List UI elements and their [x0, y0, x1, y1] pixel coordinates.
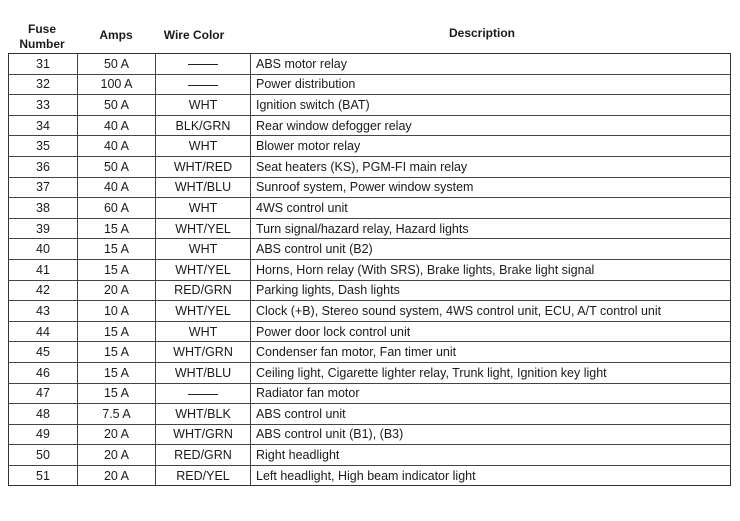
fuse-number-cell: 43 — [9, 301, 78, 322]
table-row — [9, 198, 731, 219]
amps-cell: 15 A — [78, 383, 156, 404]
fuse-number-cell: 37 — [9, 177, 78, 198]
wire-color-cell — [156, 383, 251, 404]
wire-color-cell: RED/YEL — [156, 465, 251, 486]
amps-header: Amps — [99, 28, 133, 42]
amps-cell: 40 A — [78, 177, 156, 198]
table-row — [9, 177, 731, 198]
table-row — [9, 218, 731, 239]
description-cell: Clock (+B), Stereo sound system, 4WS control unit, ECU, A/T control unit — [251, 301, 731, 322]
description-cell: ABS control unit — [251, 404, 731, 425]
fuse-number-cell: 33 — [9, 95, 78, 116]
wire-color-cell: WHT — [156, 136, 251, 157]
wire-color-cell: WHT — [156, 95, 251, 116]
table-row — [9, 95, 731, 116]
wire-color-header: Wire Color — [163, 28, 225, 42]
wire-color-cell: WHT — [156, 321, 251, 342]
amps-cell: 15 A — [78, 321, 156, 342]
description-cell: Radiator fan motor — [251, 383, 731, 404]
table-row — [9, 301, 731, 322]
fuse-number-cell: 51 — [9, 465, 78, 486]
table-row — [9, 362, 731, 383]
no-wire-dash — [188, 64, 218, 65]
fuse-number-cell: 35 — [9, 136, 78, 157]
fuse-number-cell: 31 — [9, 54, 78, 75]
amps-cell: 15 A — [78, 342, 156, 363]
wire-color-cell: BLK/GRN — [156, 115, 251, 136]
fuse-number-header — [8, 22, 76, 52]
amps-cell: 50 A — [78, 156, 156, 177]
fuse-number-cell: 46 — [9, 362, 78, 383]
no-wire-dash — [188, 85, 218, 86]
description-cell: ABS control unit (B1), (B3) — [251, 424, 731, 445]
amps-cell: 20 A — [78, 280, 156, 301]
description-cell: Parking lights, Dash lights — [251, 280, 731, 301]
table-header — [8, 14, 733, 52]
description-cell: Power door lock control unit — [251, 321, 731, 342]
amps-cell: 15 A — [78, 362, 156, 383]
table-row — [9, 136, 731, 157]
table-row — [9, 342, 731, 363]
amps-cell: 50 A — [78, 95, 156, 116]
description-cell: Seat heaters (KS), PGM-FI main relay — [251, 156, 731, 177]
table-row — [9, 156, 731, 177]
no-wire-dash — [188, 394, 218, 395]
description-cell: Horns, Horn relay (With SRS), Brake lights, Brake light signal — [251, 259, 731, 280]
wire-color-cell: WHT/BLU — [156, 177, 251, 198]
amps-cell: 15 A — [78, 218, 156, 239]
fuse-number-cell: 42 — [9, 280, 78, 301]
fuse-number-cell: 48 — [9, 404, 78, 425]
fuse-number-cell: 36 — [9, 156, 78, 177]
description-cell: ABS control unit (B2) — [251, 239, 731, 260]
table-row — [9, 54, 731, 75]
fuse-number-cell: 40 — [9, 239, 78, 260]
fuse-number-cell: 41 — [9, 259, 78, 280]
wire-color-cell: RED/GRN — [156, 445, 251, 466]
amps-cell: 7.5 A — [78, 404, 156, 425]
wire-color-cell: WHT/YEL — [156, 218, 251, 239]
table-row — [9, 239, 731, 260]
table-row — [9, 259, 731, 280]
amps-cell: 60 A — [78, 198, 156, 219]
wire-color-cell: WHT/YEL — [156, 259, 251, 280]
table-row — [9, 424, 731, 445]
amps-cell: 10 A — [78, 301, 156, 322]
amps-cell: 40 A — [78, 115, 156, 136]
fuse-number-cell: 34 — [9, 115, 78, 136]
wire-color-cell: RED/GRN — [156, 280, 251, 301]
description-cell: ABS motor relay — [251, 54, 731, 75]
wire-color-cell: WHT/RED — [156, 156, 251, 177]
description-cell: Sunroof system, Power window system — [251, 177, 731, 198]
wire-color-cell: WHT/BLK — [156, 404, 251, 425]
description-header: Description — [448, 26, 515, 40]
table-row — [9, 383, 731, 404]
fuse-number-cell: 50 — [9, 445, 78, 466]
wire-color-cell: WHT/BLU — [156, 362, 251, 383]
description-cell: Ignition switch (BAT) — [251, 95, 731, 116]
amps-cell: 15 A — [78, 259, 156, 280]
amps-cell: 50 A — [78, 54, 156, 75]
amps-cell: 20 A — [78, 424, 156, 445]
wire-color-cell: WHT — [156, 198, 251, 219]
fuse-number-cell: 47 — [9, 383, 78, 404]
wire-color-cell — [156, 54, 251, 75]
description-cell: Ceiling light, Cigarette lighter relay, Trunk light, Ignition key light — [251, 362, 731, 383]
table-row — [9, 74, 731, 95]
amps-cell: 20 A — [78, 445, 156, 466]
fuse-header-line1: Fuse — [27, 22, 56, 36]
table-row — [9, 321, 731, 342]
wire-color-cell: WHT/YEL — [156, 301, 251, 322]
description-cell: Power distribution — [251, 74, 731, 95]
amps-cell: 15 A — [78, 239, 156, 260]
fuse-header-line2: Number — [19, 37, 65, 51]
amps-cell: 40 A — [78, 136, 156, 157]
fuse-number-cell: 38 — [9, 198, 78, 219]
description-cell: Condenser fan motor, Fan timer unit — [251, 342, 731, 363]
fuse-number-cell: 45 — [9, 342, 78, 363]
description-cell: Turn signal/hazard relay, Hazard lights — [251, 218, 731, 239]
wire-color-cell: WHT — [156, 239, 251, 260]
table-row — [9, 465, 731, 486]
table-row — [9, 280, 731, 301]
fuse-table — [8, 53, 731, 486]
fuse-number-cell: 32 — [9, 74, 78, 95]
description-cell: Rear window defogger relay — [251, 115, 731, 136]
table-row — [9, 404, 731, 425]
fuse-number-cell: 49 — [9, 424, 78, 445]
description-cell: Left headlight, High beam indicator light — [251, 465, 731, 486]
wire-color-cell — [156, 74, 251, 95]
wire-color-cell: WHT/GRN — [156, 342, 251, 363]
fuse-number-cell: 44 — [9, 321, 78, 342]
amps-cell: 20 A — [78, 465, 156, 486]
amps-cell: 100 A — [78, 74, 156, 95]
description-cell: Blower motor relay — [251, 136, 731, 157]
table-row — [9, 115, 731, 136]
wire-color-cell: WHT/GRN — [156, 424, 251, 445]
description-cell: Right headlight — [251, 445, 731, 466]
fuse-number-cell: 39 — [9, 218, 78, 239]
description-cell: 4WS control unit — [251, 198, 731, 219]
table-row — [9, 445, 731, 466]
fuse-table-body — [9, 54, 731, 486]
